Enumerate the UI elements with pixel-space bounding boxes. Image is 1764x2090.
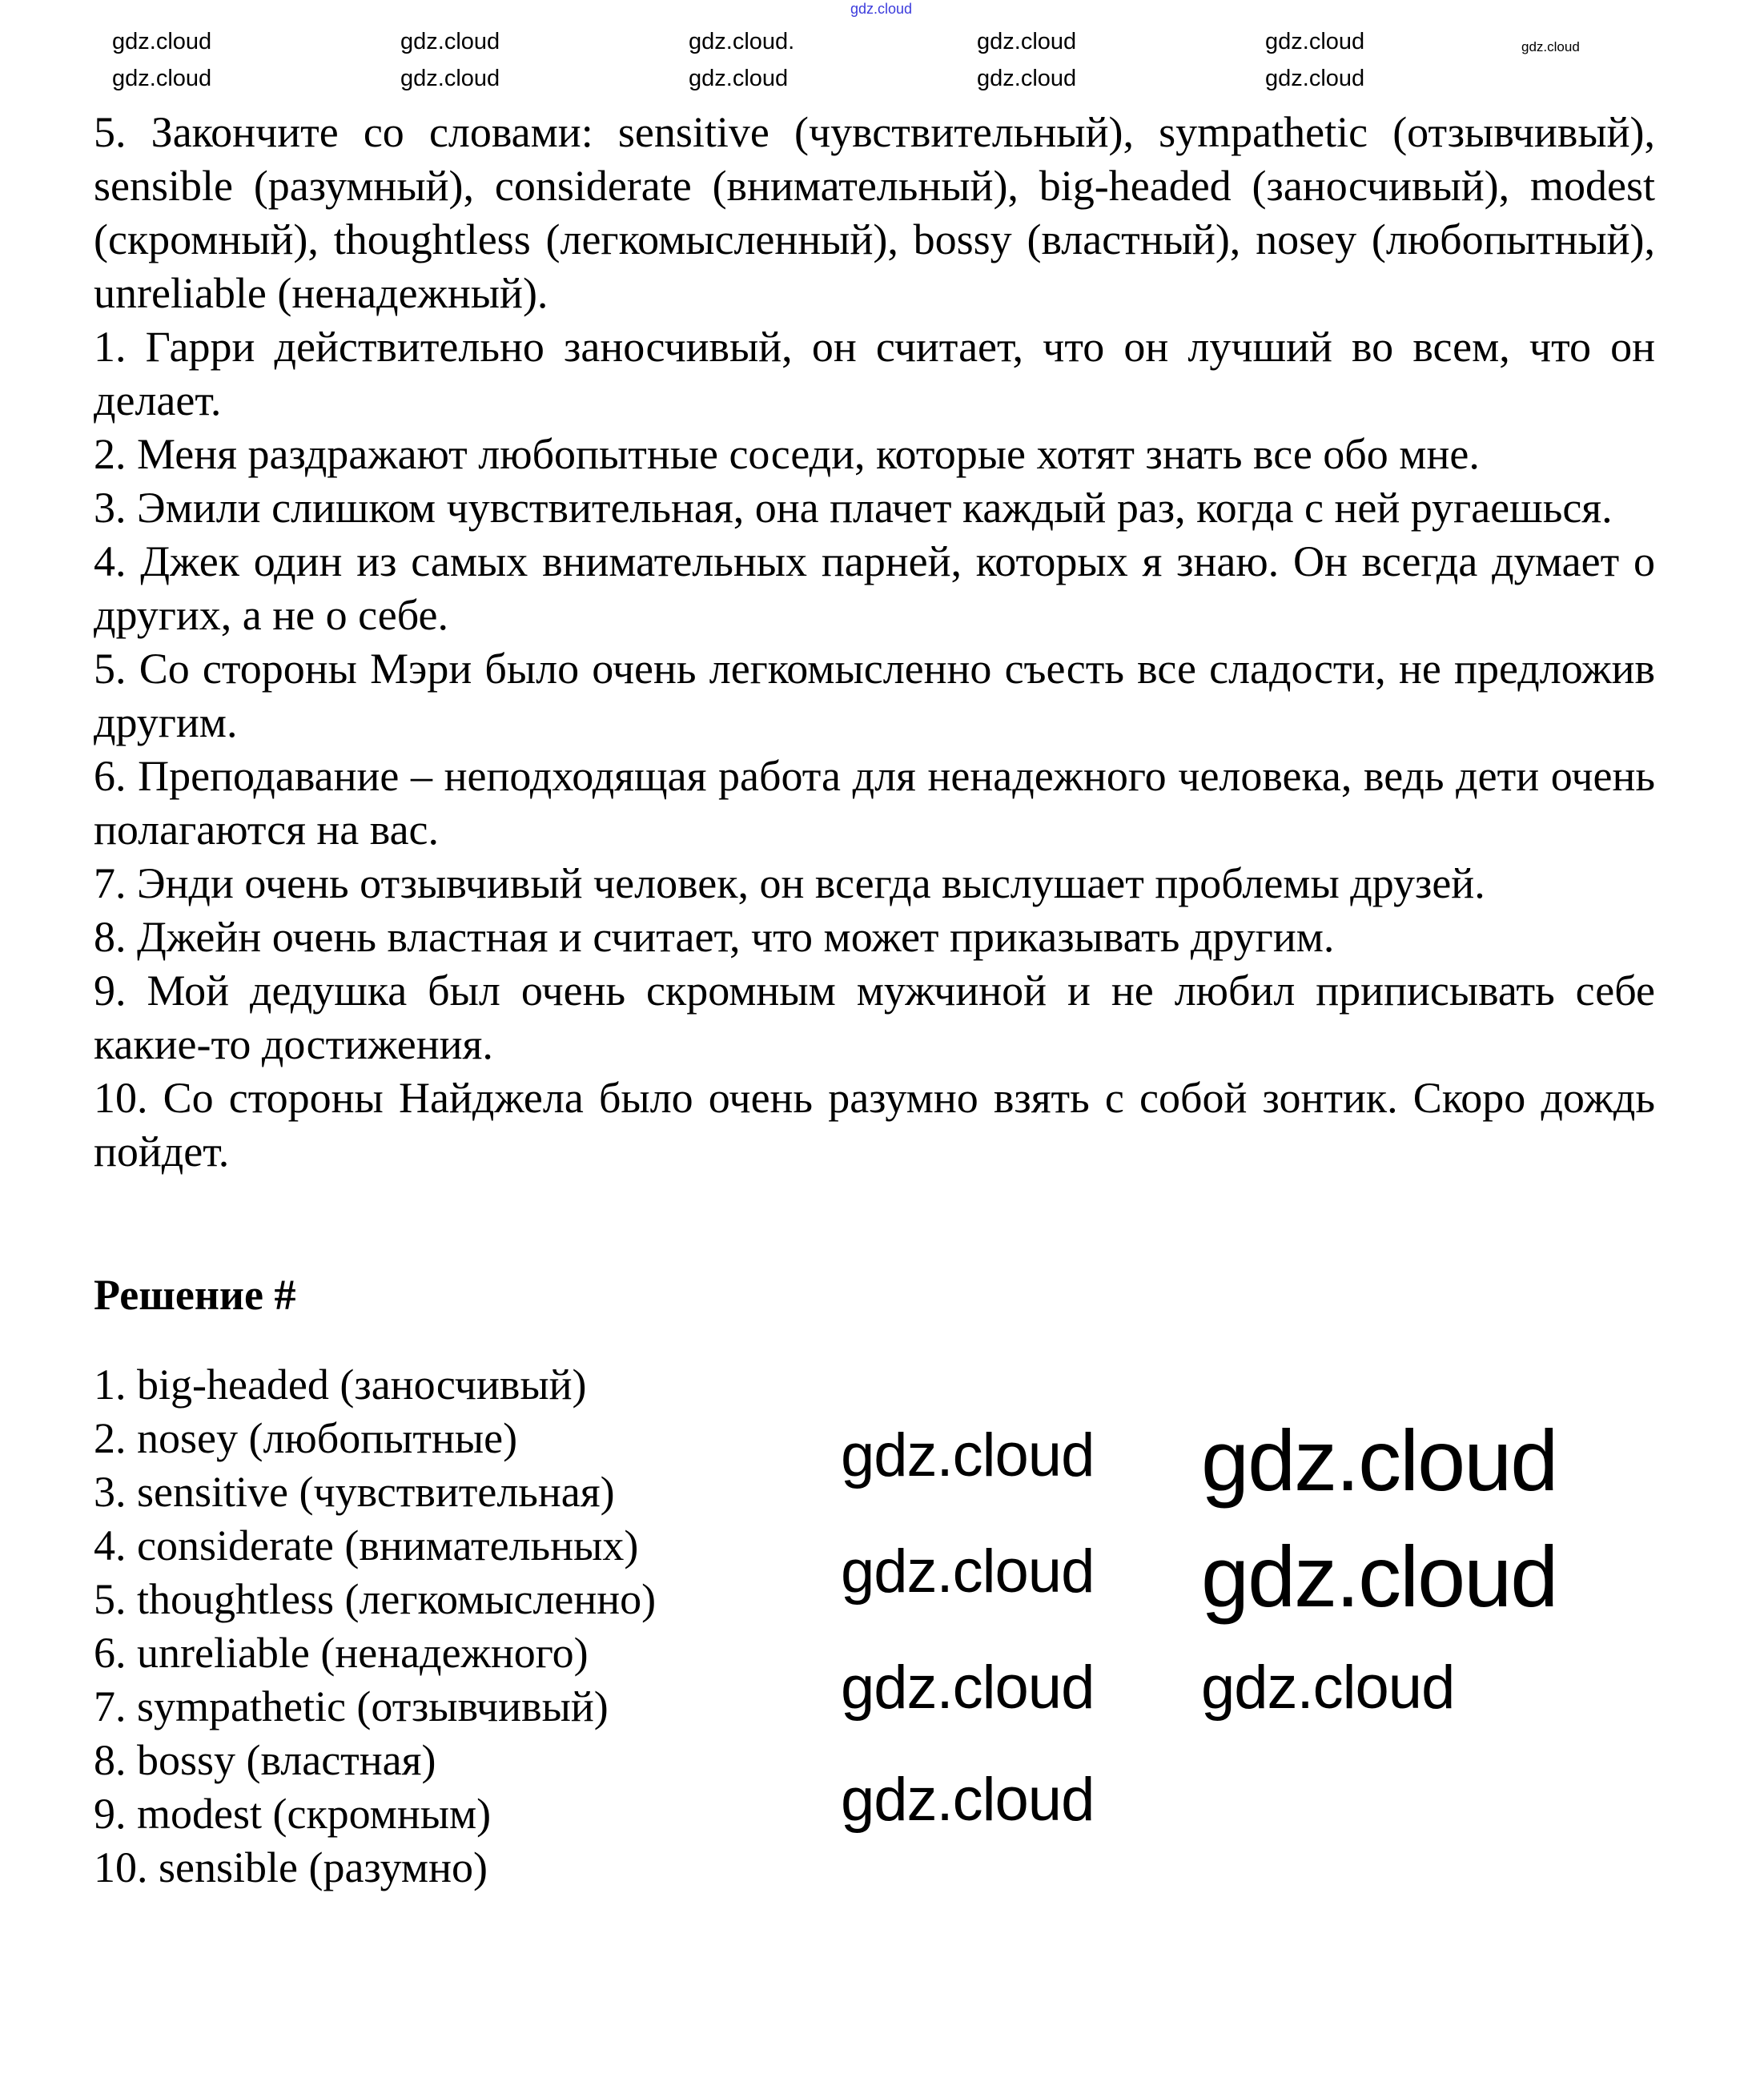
task-intro: 5. Закончите со словами: sensitive (чувствительный), sympathetic (отзывчивый), sensible (разумный), considerate (внимательный), big-headed (заносчивый), modest (скромный), thoughtless (легкомысленный), bossy (властный), nosey (любопытный), unreliable (ненадежный). bbox=[94, 108, 1655, 317]
answer-item: 1. big-headed (заносчивый) bbox=[94, 1361, 587, 1409]
watermark: gdz.cloud bbox=[400, 66, 500, 91]
answer-item: 7. sympathetic (отзывчивый) bbox=[94, 1682, 609, 1730]
watermark: gdz.cloud bbox=[1521, 39, 1580, 54]
watermark: gdz.cloud bbox=[977, 66, 1077, 91]
answer-item: 9. modest (скромным) bbox=[94, 1790, 492, 1838]
watermark-large: gdz.cloud bbox=[841, 1654, 1095, 1722]
task-sentence: 6. Преподавание – неподходящая работа для ненадежного человека, ведь дети очень полагаются на вас. bbox=[94, 752, 1655, 854]
task-sentence: 5. Со стороны Мэри было очень легкомысленно съесть все сладости, не предложив другим. bbox=[94, 645, 1655, 746]
watermark-large: gdz.cloud bbox=[1201, 1412, 1557, 1509]
task-sentence: 1. Гарри действительно заносчивый, он считает, что он лучший во всем, что он делает. bbox=[94, 323, 1655, 424]
task-sentence: 9. Мой дедушка был очень скромным мужчиной и не любил приписывать себе какие-то достижения. bbox=[94, 967, 1655, 1068]
task-sentence: 3. Эмили слишком чувствительная, она плачет каждый раз, когда с ней ругаешься. bbox=[94, 484, 1613, 532]
answer-item: 10. sensible (разумно) bbox=[94, 1843, 488, 1891]
answer-item: 3. sensitive (чувствительная) bbox=[94, 1468, 615, 1516]
watermark: gdz.cloud bbox=[400, 29, 500, 54]
watermark-large: gdz.cloud bbox=[841, 1537, 1095, 1606]
watermark-top: gdz.cloud bbox=[850, 1, 913, 17]
task-sentence: 4. Джек один из самых внимательных парней, которых я знаю. Он всегда думает о других, а не о себе. bbox=[94, 537, 1655, 639]
watermark-large: gdz.cloud bbox=[841, 1421, 1095, 1489]
answer-item: 2. nosey (любопытные) bbox=[94, 1414, 518, 1462]
watermark: gdz.cloud bbox=[689, 66, 789, 91]
watermark-large: gdz.cloud bbox=[1201, 1654, 1455, 1722]
watermark: gdz.cloud bbox=[112, 29, 212, 54]
answer-item: 6. unreliable (ненадежного) bbox=[94, 1629, 589, 1677]
watermark-large: gdz.cloud bbox=[1201, 1528, 1557, 1625]
answer-item: 8. bossy (властная) bbox=[94, 1736, 436, 1784]
watermark: gdz.cloud bbox=[112, 66, 212, 91]
solution-heading: Решение # bbox=[94, 1271, 296, 1319]
watermark-large: gdz.cloud bbox=[841, 1766, 1095, 1834]
document-body bbox=[94, 106, 1655, 1895]
answer-item: 4. considerate (внимательных) bbox=[94, 1521, 639, 1570]
watermark: gdz.cloud bbox=[977, 29, 1077, 54]
watermark: gdz.cloud bbox=[1265, 66, 1365, 91]
task-sentence: 8. Джейн очень властная и считает, что может приказывать другим. bbox=[94, 913, 1335, 961]
task-sentence: 2. Меня раздражают любопытные соседи, которые хотят знать все обо мне. bbox=[94, 430, 1480, 478]
answer-item: 5. thoughtless (легкомысленно) bbox=[94, 1575, 657, 1623]
watermark: gdz.cloud bbox=[1265, 29, 1365, 54]
task-sentence: 10. Со стороны Найджела было очень разумно взять с собой зонтик. Скоро дождь пойдет. bbox=[94, 1074, 1655, 1176]
watermark: gdz.cloud. bbox=[689, 29, 795, 54]
task-sentence: 7. Энди очень отзывчивый человек, он всегда выслушает проблемы друзей. bbox=[94, 859, 1485, 907]
